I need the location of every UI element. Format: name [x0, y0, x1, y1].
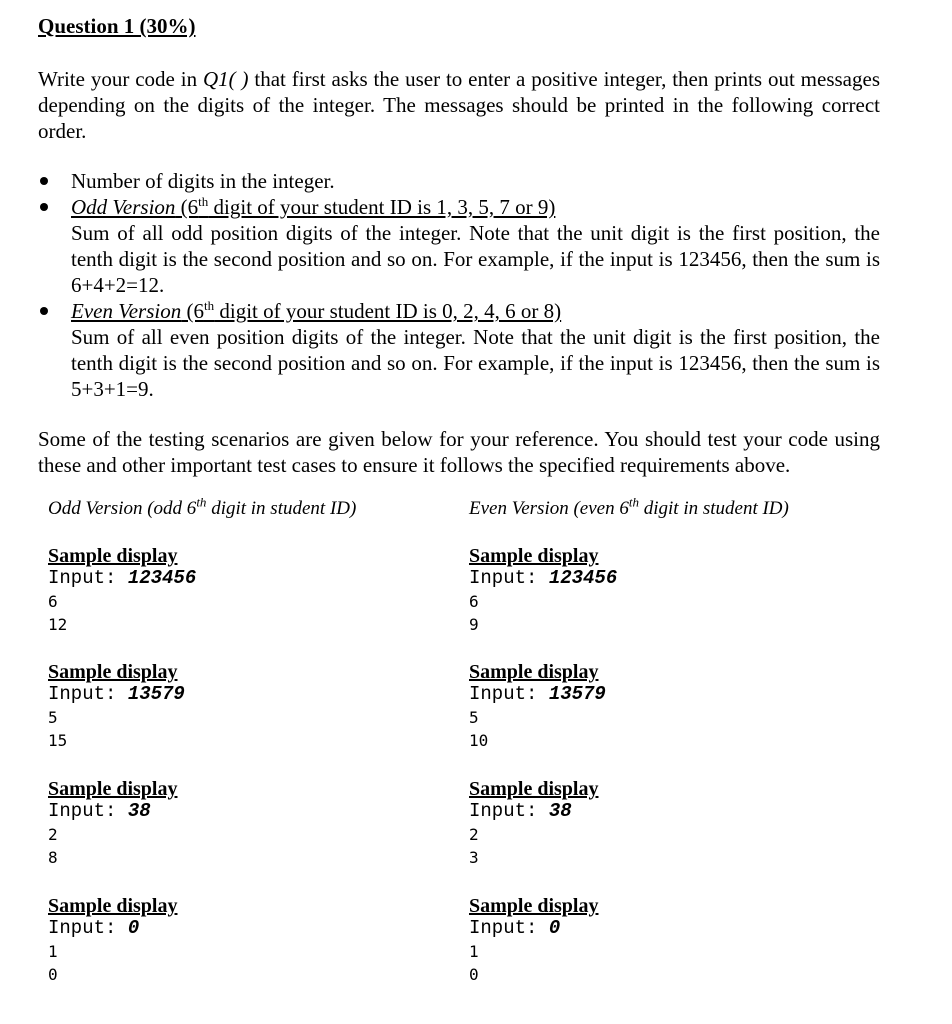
sample-input-value: 0 [127, 917, 140, 939]
sample-sum: 0 [469, 965, 479, 984]
bullet-dot-icon [40, 307, 48, 315]
sample-digit-count: 6 [469, 592, 479, 611]
even-column-heading: Even Version (even 6th digit in student ID) [469, 494, 789, 519]
sample-label: Sample display [48, 661, 178, 683]
sample-sum: 9 [469, 615, 479, 634]
testing-paragraph: Some of the testing scenarios are given below for your reference. You should test your code using these and other important test cases to ensure it follows the specified requirements above. [38, 427, 880, 477]
even-sample-3 [469, 778, 869, 869]
sample-label: Sample display [469, 661, 599, 683]
sample-sum: 8 [48, 848, 58, 867]
bullet-even-version [38, 298, 880, 402]
bullet-digit-count-text: Number of digits in the integer. [71, 169, 335, 193]
even-sample-4 [469, 895, 869, 986]
sample-label: Sample display [469, 895, 599, 917]
sample-input-value: 13579 [127, 683, 185, 705]
sample-digit-count: 6 [48, 592, 58, 611]
sample-label: Sample display [469, 545, 599, 567]
intro-paragraph [38, 66, 880, 144]
sample-input-value: 13579 [548, 683, 606, 705]
odd-sample-2 [48, 661, 448, 752]
intro-function-name: Q1( ) [202, 67, 249, 91]
sample-sum: 15 [48, 731, 68, 750]
odd-column-heading: Odd Version (odd 6th digit in student ID) [48, 494, 357, 519]
bullet-digit-count [38, 168, 880, 194]
odd-version-condition: (6th digit of your student ID is 1, 3, 5, 7 or 9) [175, 194, 556, 219]
requirements-list [38, 168, 880, 402]
sample-input-line: Input: 0 [48, 917, 140, 939]
sample-input-line: Input: 13579 [469, 683, 606, 705]
bullet-odd-version [38, 194, 880, 298]
odd-version-description: Sum of all odd position digits of the integer. Note that the unit digit is the first position, the tenth digit is the second position and so on. For example, if the input is 123456, then the sum is 6+4+2=12. [71, 221, 880, 297]
sample-sum: 12 [48, 615, 68, 634]
even-version-label: Even Version [71, 299, 182, 323]
sample-input-line: Input: 123456 [48, 567, 197, 589]
sample-digit-count: 2 [48, 825, 58, 844]
even-sample-2 [469, 661, 869, 752]
even-sample-1 [469, 545, 869, 636]
odd-sample-1 [48, 545, 448, 636]
question-title: Question 1 (30%) [38, 14, 196, 38]
sample-digit-count: 5 [48, 708, 58, 727]
bullet-dot-icon [40, 177, 48, 185]
sample-input-line: Input: 123456 [469, 567, 618, 589]
even-version-description: Sum of all even position digits of the integer. Note that the unit digit is the first position, the tenth digit is the second position and so on. For example, if the input is 123456, then the sum is 5+3+1=9. [71, 325, 880, 401]
sample-input-value: 123456 [127, 567, 197, 589]
sample-input-value: 0 [548, 917, 561, 939]
intro-text-a: Write your code in [38, 67, 203, 91]
sample-input-value: 38 [548, 800, 572, 822]
sample-input-line: Input: 38 [469, 800, 572, 822]
bullet-dot-icon [40, 203, 48, 211]
sample-label: Sample display [48, 895, 178, 917]
sample-label: Sample display [48, 545, 178, 567]
sample-input-line: Input: 13579 [48, 683, 185, 705]
sample-input-value: 123456 [548, 567, 618, 589]
sample-label: Sample display [48, 778, 178, 800]
sample-input-line: Input: 0 [469, 917, 561, 939]
sample-digit-count: 5 [469, 708, 479, 727]
odd-version-label: Odd Version [71, 195, 176, 219]
intro-text-b: that first asks the user to enter a positive integer, then prints out messages depending on the digits of the integer. The messages should be printed in the following correct order. [38, 67, 880, 143]
odd-sample-4 [48, 895, 448, 986]
sample-digit-count: 1 [469, 942, 479, 961]
sample-input-line: Input: 38 [48, 800, 151, 822]
sample-digit-count: 2 [469, 825, 479, 844]
sample-digit-count: 1 [48, 942, 58, 961]
sample-sum: 3 [469, 848, 479, 867]
sample-label: Sample display [469, 778, 599, 800]
even-version-condition: (6th digit of your student ID is 0, 2, 4, 6 or 8) [181, 298, 562, 323]
sample-sum: 0 [48, 965, 58, 984]
sample-input-value: 38 [127, 800, 151, 822]
odd-sample-3 [48, 778, 448, 869]
sample-sum: 10 [469, 731, 489, 750]
